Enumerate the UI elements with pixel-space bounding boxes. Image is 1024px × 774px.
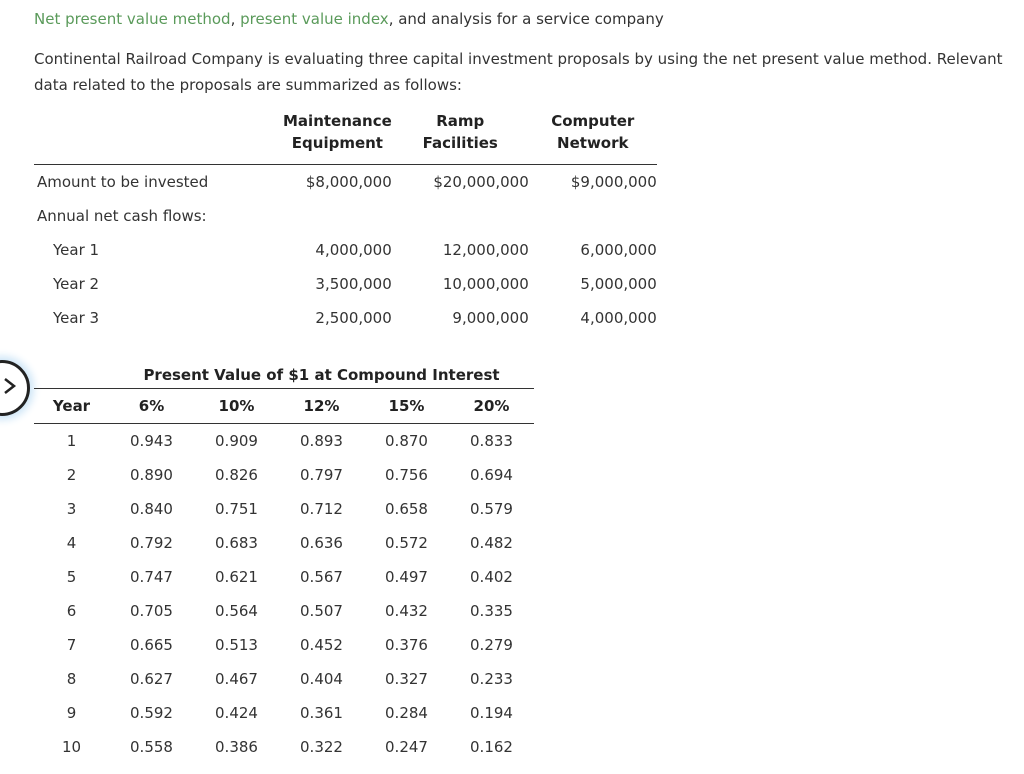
pv-factor-cell: 0.712 bbox=[300, 500, 343, 518]
pv-factor-cell: 0.694 bbox=[470, 466, 513, 484]
pv-factor-cell: 0.683 bbox=[215, 534, 258, 552]
cell-value: $8,000,000 bbox=[305, 173, 392, 191]
pv-factor-cell: 0.558 bbox=[130, 738, 173, 756]
pv-factor-cell: 0.572 bbox=[385, 534, 428, 552]
year-cell: 5 bbox=[66, 568, 77, 586]
pv-factor-cell: 0.322 bbox=[300, 738, 343, 756]
rate-header: 15% bbox=[364, 389, 449, 424]
pv-factor-cell: 0.404 bbox=[300, 670, 343, 688]
table-row bbox=[34, 458, 534, 492]
table-row bbox=[34, 199, 657, 233]
problem-intro: Continental Railroad Company is evaluating three capital investment proposals by using the net present value method. Relevant data related to the proposals are summarized as follows: bbox=[34, 50, 1003, 94]
page-title bbox=[34, 9, 664, 29]
year-cell: 4 bbox=[66, 534, 77, 552]
pv-factor-cell: 0.507 bbox=[300, 602, 343, 620]
pv-factor-cell: 0.402 bbox=[470, 568, 513, 586]
year-cell: 9 bbox=[66, 704, 77, 722]
table-row bbox=[34, 301, 657, 335]
row-label: Year 3 bbox=[53, 309, 100, 327]
cell-value: 4,000,000 bbox=[315, 241, 392, 259]
year-cell: 1 bbox=[66, 432, 77, 450]
cell-value: 3,500,000 bbox=[315, 275, 392, 293]
table-row bbox=[34, 560, 534, 594]
header-ramp-line1: Ramp bbox=[436, 112, 485, 130]
pv-factor-cell: 0.665 bbox=[130, 636, 173, 654]
table-row bbox=[34, 594, 534, 628]
row-label: Year 1 bbox=[53, 241, 100, 259]
npv-method-link[interactable]: Net present value method bbox=[34, 10, 231, 28]
pv-factor-cell: 0.567 bbox=[300, 568, 343, 586]
proposals-table bbox=[34, 108, 657, 335]
cell-value: 5,000,000 bbox=[580, 275, 657, 293]
pv-factor-cell: 0.636 bbox=[300, 534, 343, 552]
pv-factor-cell: 0.513 bbox=[215, 636, 258, 654]
cell-value: 2,500,000 bbox=[315, 309, 392, 327]
pv-factor-cell: 0.335 bbox=[470, 602, 513, 620]
cell-value: 4,000,000 bbox=[580, 309, 657, 327]
pv-factor-cell: 0.386 bbox=[215, 738, 258, 756]
pv-factor-cell: 0.890 bbox=[130, 466, 173, 484]
rate-header: 10% bbox=[194, 389, 279, 424]
row-label: Year 2 bbox=[53, 275, 100, 293]
year-cell: 3 bbox=[66, 500, 77, 518]
pv-factor-cell: 0.621 bbox=[215, 568, 258, 586]
pv-factor-cell: 0.564 bbox=[215, 602, 258, 620]
pv-factor-cell: 0.826 bbox=[215, 466, 258, 484]
proposals-corner bbox=[34, 108, 283, 134]
title-separator: , bbox=[230, 10, 241, 28]
header-computer-line1: Computer bbox=[551, 112, 635, 130]
pv-factor-cell: 0.705 bbox=[130, 602, 173, 620]
pv-factor-cell: 0.194 bbox=[470, 704, 513, 722]
year-cell: 6 bbox=[66, 602, 77, 620]
header-ramp-line2: Facilities bbox=[392, 134, 529, 165]
header-maintenance-line2: Equipment bbox=[283, 134, 392, 165]
pv-factor-cell: 0.327 bbox=[385, 670, 428, 688]
table-row bbox=[34, 662, 534, 696]
cell-value: 9,000,000 bbox=[452, 309, 529, 327]
chevron-right-icon bbox=[3, 378, 17, 394]
pv-factor-cell: 0.247 bbox=[385, 738, 428, 756]
pv-factor-cell: 0.233 bbox=[470, 670, 513, 688]
pv-factor-cell: 0.792 bbox=[130, 534, 173, 552]
title-rest: , and analysis for a service company bbox=[388, 10, 664, 28]
cell-value: $9,000,000 bbox=[570, 173, 657, 191]
pv-factor-cell: 0.497 bbox=[385, 568, 428, 586]
header-computer-line2: Network bbox=[529, 134, 657, 165]
year-header: Year bbox=[34, 389, 109, 424]
table-row bbox=[34, 233, 657, 267]
cell-value: 12,000,000 bbox=[442, 241, 529, 259]
pv-factor-cell: 0.751 bbox=[215, 500, 258, 518]
pv-factor-cell: 0.840 bbox=[130, 500, 173, 518]
pv-factor-cell: 0.424 bbox=[215, 704, 258, 722]
pv-factor-cell: 0.658 bbox=[385, 500, 428, 518]
rate-header: 6% bbox=[109, 389, 194, 424]
pv-table-caption: Present Value of $1 at Compound Interest bbox=[109, 362, 534, 389]
pv-factor-cell: 0.467 bbox=[215, 670, 258, 688]
pv-factor-cell: 0.284 bbox=[385, 704, 428, 722]
cell-value: 6,000,000 bbox=[580, 241, 657, 259]
year-cell: 10 bbox=[61, 738, 82, 756]
table-row bbox=[34, 165, 657, 200]
table-row bbox=[34, 267, 657, 301]
table-row bbox=[34, 424, 534, 459]
pv-factor-cell: 0.361 bbox=[300, 704, 343, 722]
pv-factor-cell: 0.452 bbox=[300, 636, 343, 654]
cell-value: 10,000,000 bbox=[442, 275, 529, 293]
pv-factor-cell: 0.592 bbox=[130, 704, 173, 722]
pv-factor-cell: 0.943 bbox=[130, 432, 173, 450]
pv-factor-cell: 0.909 bbox=[215, 432, 258, 450]
pv-factor-cell: 0.279 bbox=[470, 636, 513, 654]
nav-button[interactable] bbox=[0, 360, 30, 416]
pv-factor-cell: 0.797 bbox=[300, 466, 343, 484]
year-cell: 2 bbox=[66, 466, 77, 484]
table-row bbox=[34, 628, 534, 662]
rate-header: 20% bbox=[449, 389, 534, 424]
row-label: Amount to be invested bbox=[37, 173, 209, 191]
year-cell: 7 bbox=[66, 636, 77, 654]
pv-factor-cell: 0.432 bbox=[385, 602, 428, 620]
row-label: Annual net cash flows: bbox=[37, 207, 207, 225]
pv-index-link[interactable]: present value index bbox=[240, 10, 389, 28]
present-value-table bbox=[34, 362, 534, 764]
table-row bbox=[34, 730, 534, 764]
pv-factor-cell: 0.627 bbox=[130, 670, 173, 688]
pv-factor-cell: 0.579 bbox=[470, 500, 513, 518]
pv-factor-cell: 0.376 bbox=[385, 636, 428, 654]
pv-factor-cell: 0.870 bbox=[385, 432, 428, 450]
pv-factor-cell: 0.162 bbox=[470, 738, 513, 756]
pv-factor-cell: 0.893 bbox=[300, 432, 343, 450]
year-cell: 8 bbox=[66, 670, 77, 688]
cell-value: $20,000,000 bbox=[433, 173, 529, 191]
pv-factor-cell: 0.833 bbox=[470, 432, 513, 450]
table-row bbox=[34, 696, 534, 730]
rate-header: 12% bbox=[279, 389, 364, 424]
pv-factor-cell: 0.756 bbox=[385, 466, 428, 484]
pv-factor-cell: 0.747 bbox=[130, 568, 173, 586]
pv-factor-cell: 0.482 bbox=[470, 534, 513, 552]
table-row bbox=[34, 492, 534, 526]
header-maintenance-line1: Maintenance bbox=[283, 112, 392, 130]
table-row bbox=[34, 526, 534, 560]
